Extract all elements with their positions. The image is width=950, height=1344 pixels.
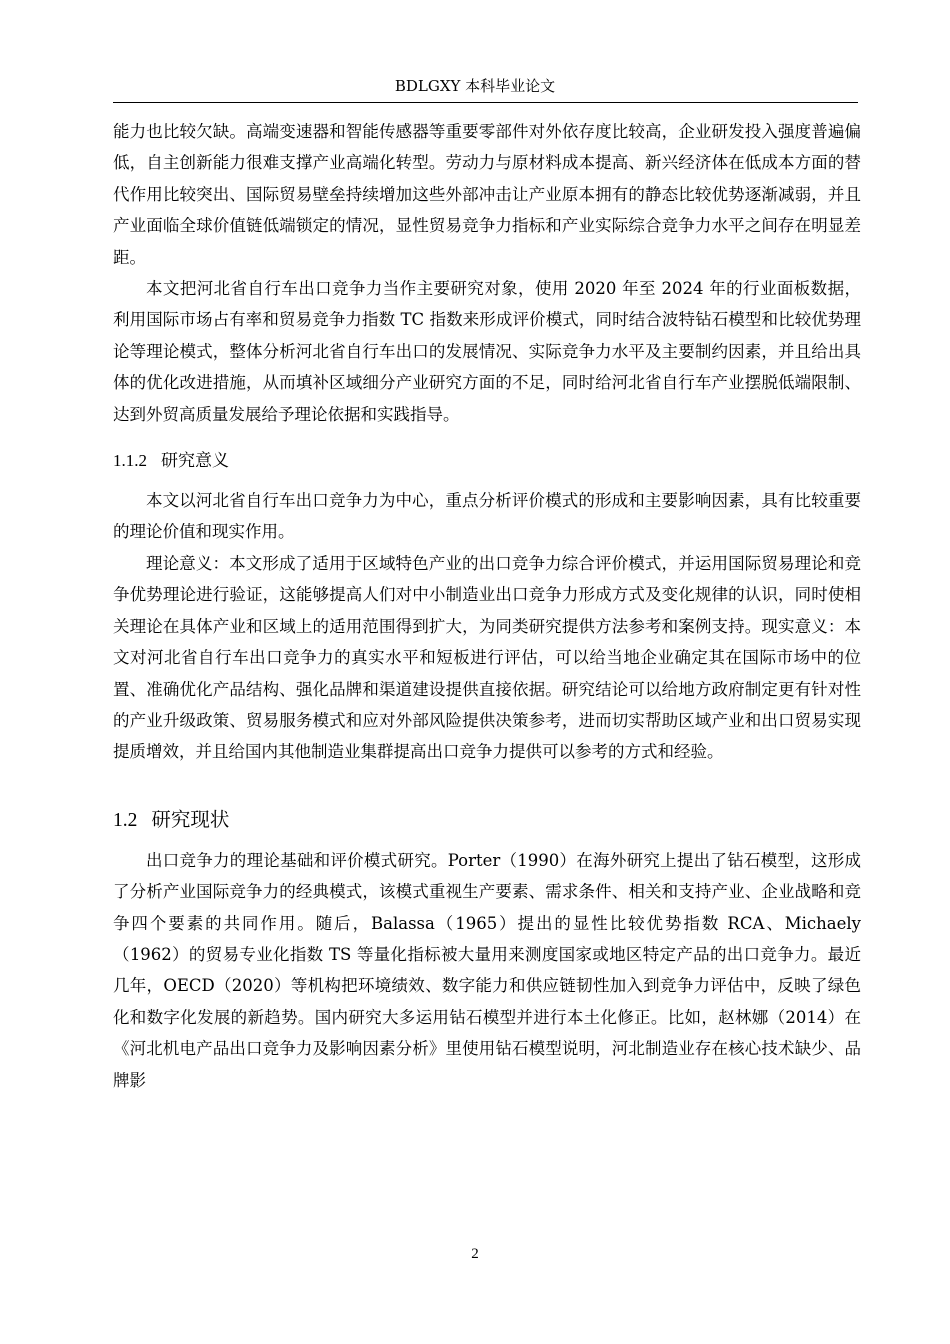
running-header: BDLGXY 本科毕业论文 <box>394 77 556 95</box>
page-body <box>113 116 861 1096</box>
section-heading-1-2 <box>113 806 861 835</box>
body-paragraph: 出口竞争力的理论基础和评价模式研究。Porter（1990）在海外研究上提出了钻石模型，这形成了分析产业国际竞争力的经典模式，该模式重视生产要素、需求条件、相关和支持产业、企业战略和竞争四个要素的共同作用。随后，Balassa（1965）提出的显性比较优势指数 RCA、Michaely（1962）的贸易专业化指数 TS 等量化指标被大量用来测度国家或地区特定产品的出口竞争力。最近几年，OECD（2020）等机构把环境绩效、数字能力和供应链韧性加入到竞争力评估中，反映了绿色化和数字化发展的新趋势。国内研究大多运用钻石模型并进行本土化修正。比如，赵林娜（2014）在《河北机电产品出口竞争力及影响因素分析》里使用钻石模型说明，河北制造业存在核心技术缺少、品牌影 <box>113 850 861 1090</box>
section-number: 1.2 <box>113 809 138 831</box>
section-title: 研究现状 <box>151 807 230 831</box>
section-number: 1.1.2 <box>113 451 147 471</box>
body-paragraph: 本文以河北省自行车出口竞争力为中心，重点分析评价模式的形成和主要影响因素，具有比较重要的理论价值和现实作用。 <box>113 491 861 542</box>
section-title: 研究意义 <box>161 451 229 472</box>
body-paragraph: 本文把河北省自行车出口竞争力当作主要研究对象，使用 2020 年至 2024 年的行业面板数据，利用国际市场占有率和贸易竞争力指数 TC 指数来形成评价模式，同时结合波特钻石模型和比较优势理论等理论模式，整体分析河北省自行车出口的发展情况、实际竞争力水平及主要制约因素，并且给出具体的优化改进措施，从而填补区域细分产业研究方面的不足，同时给河北省自行车产业摆脱低端限制、达到外贸高质量发展给予理论依据和实践指导。 <box>113 279 861 424</box>
header-rule <box>113 102 858 103</box>
body-paragraph: 理论意义：本文形成了适用于区域特色产业的出口竞争力综合评价模式，并运用国际贸易理论和竞争优势理论进行验证，这能够提高人们对中小制造业出口竞争力形成方式及变化规律的认识，同时使相关理论在具体产业和区域上的适用范围得到扩大，为同类研究提供方法参考和案例支持。现实意义：本文对河北省自行车出口竞争力的真实水平和短板进行评估，可以给当地企业确定其在国际市场中的位置、准确优化产品结构、强化品牌和渠道建设提供直接依据。研究结论可以给地方政府制定更有针对性的产业升级政策、贸易服务模式和应对外部风险提供决策参考，进而切实帮助区域产业和出口贸易实现提质增效，并且给国内其他制造业集群提高出口竞争力提供可以参考的方式和经验。 <box>113 553 861 762</box>
body-paragraph: 能力也比较欠缺。高端变速器和智能传感器等重要零部件对外依存度比较高，企业研发投入强度普遍偏低，自主创新能力很难支撑产业高端化转型。劳动力与原材料成本提高、新兴经济体在低成本方面的替代作用比较突出、国际贸易壁垒持续增加这些外部冲击让产业原本拥有的静态比较优势逐渐减弱，并且产业面临全球价值链低端锁定的情况，显性贸易竞争力指标和产业实际综合竞争力水平之间存在明显差距。 <box>113 122 861 267</box>
section-heading-1-1-2 <box>113 449 861 473</box>
page-number: 2 <box>471 1246 479 1262</box>
